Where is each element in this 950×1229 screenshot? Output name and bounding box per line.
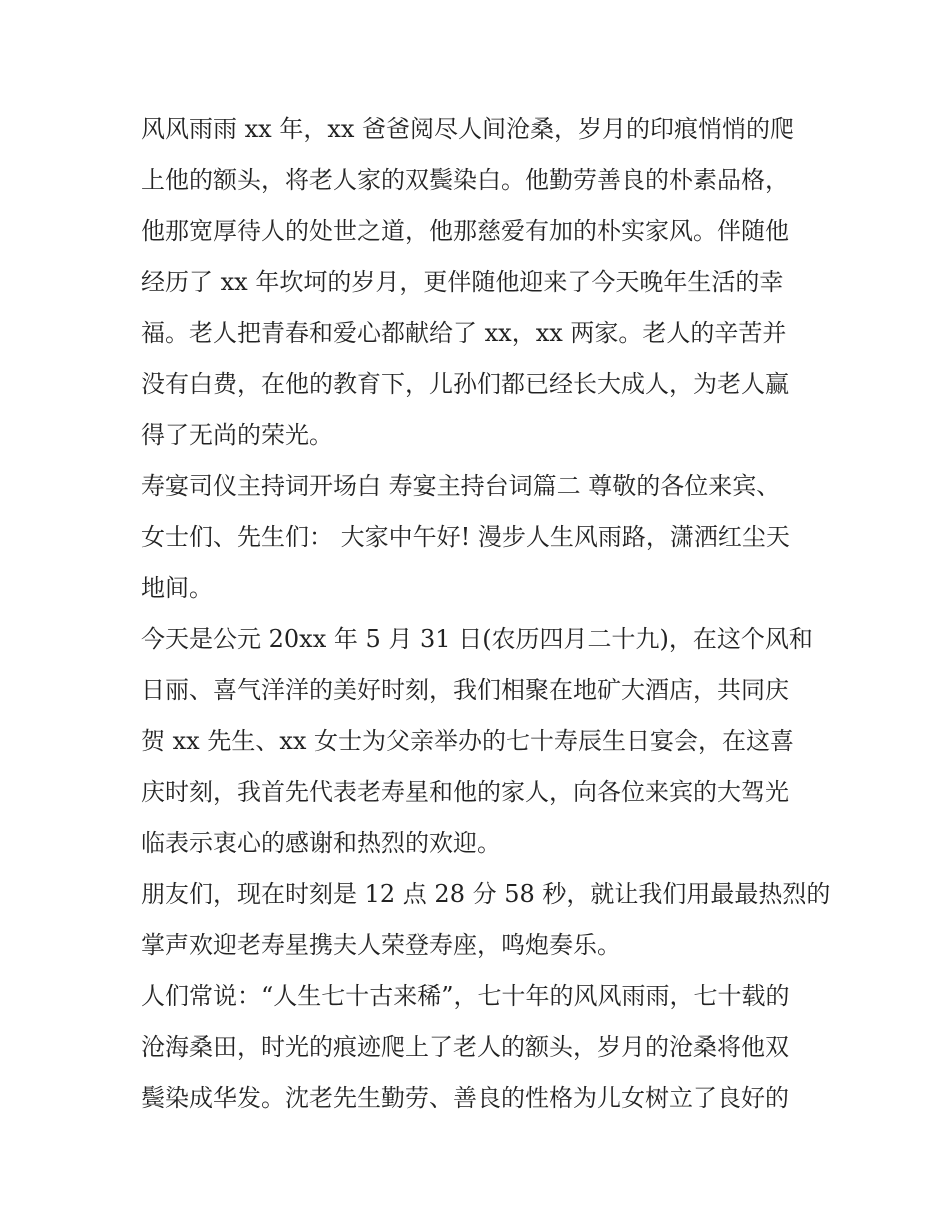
text-line: 鬓染成华发。沈老先生勤劳、善良的性格为儿女树立了良好的 [141, 1084, 789, 1112]
text-line: 得了无尚的荣光。 [141, 421, 333, 449]
text-line: 朋友们，现在时刻是 12 点 28 分 58 秒，就让我们用最最热烈的 [141, 880, 831, 908]
text-line: 日丽、喜气洋洋的美好时刻，我们相聚在地矿大酒店，共同庆 [141, 676, 789, 704]
text-line: 风风雨雨 xx 年，xx 爸爸阅尽人间沧桑，岁月的印痕悄悄的爬 [141, 115, 795, 143]
text-line: 经历了 xx 年坎坷的岁月，更伴随他迎来了今天晚年生活的幸 [141, 268, 784, 296]
text-line: 贺 xx 先生、xx 女士为父亲举办的七十寿辰生日宴会，在这喜 [141, 727, 795, 755]
text-line: 临表示衷心的感谢和热烈的欢迎。 [141, 829, 501, 857]
paragraph-saying [141, 971, 813, 1124]
text-line: 福。老人把青春和爱心都献给了 xx，xx 两家。老人的辛苦并 [141, 319, 787, 347]
text-line: 上他的额头，将老人家的双鬓染白。他勤劳善良的朴素品格， [141, 166, 789, 194]
paragraph-time-announcement [141, 869, 831, 971]
paragraph-section-heading [141, 461, 813, 614]
text-line: 地间。 [141, 574, 213, 602]
text-line: 没有白费，在他的教育下，儿孙们都已经长大成人，为老人赢 [141, 370, 789, 398]
paragraph-date-greeting [141, 614, 813, 869]
paragraph-tribute [141, 104, 813, 461]
text-line: 今天是公元 20xx 年 5 月 31 日(农历四月二十九)，在这个风和 [141, 625, 813, 653]
text-line: 掌声欢迎老寿星携夫人荣登寿座，鸣炮奏乐。 [141, 931, 621, 959]
text-line: 寿宴司仪主持词开场白 寿宴主持台词篇二 尊敬的各位来宾、 [141, 472, 781, 500]
text-line: 他那宽厚待人的处世之道，他那慈爱有加的朴实家风。伴随他 [141, 217, 789, 245]
text-line: 人们常说：“人生七十古来稀”，七十年的风风雨雨，七十载的 [141, 982, 790, 1010]
text-line: 沧海桑田，时光的痕迹爬上了老人的额头，岁月的沧桑将他双 [141, 1033, 789, 1061]
document-body [141, 104, 831, 1124]
text-line: 庆时刻，我首先代表老寿星和他的家人，向各位来宾的大驾光 [141, 778, 789, 806]
text-line: 女士们、先生们： 大家中午好! 漫步人生风雨路，潇洒红尘天 [141, 523, 790, 551]
